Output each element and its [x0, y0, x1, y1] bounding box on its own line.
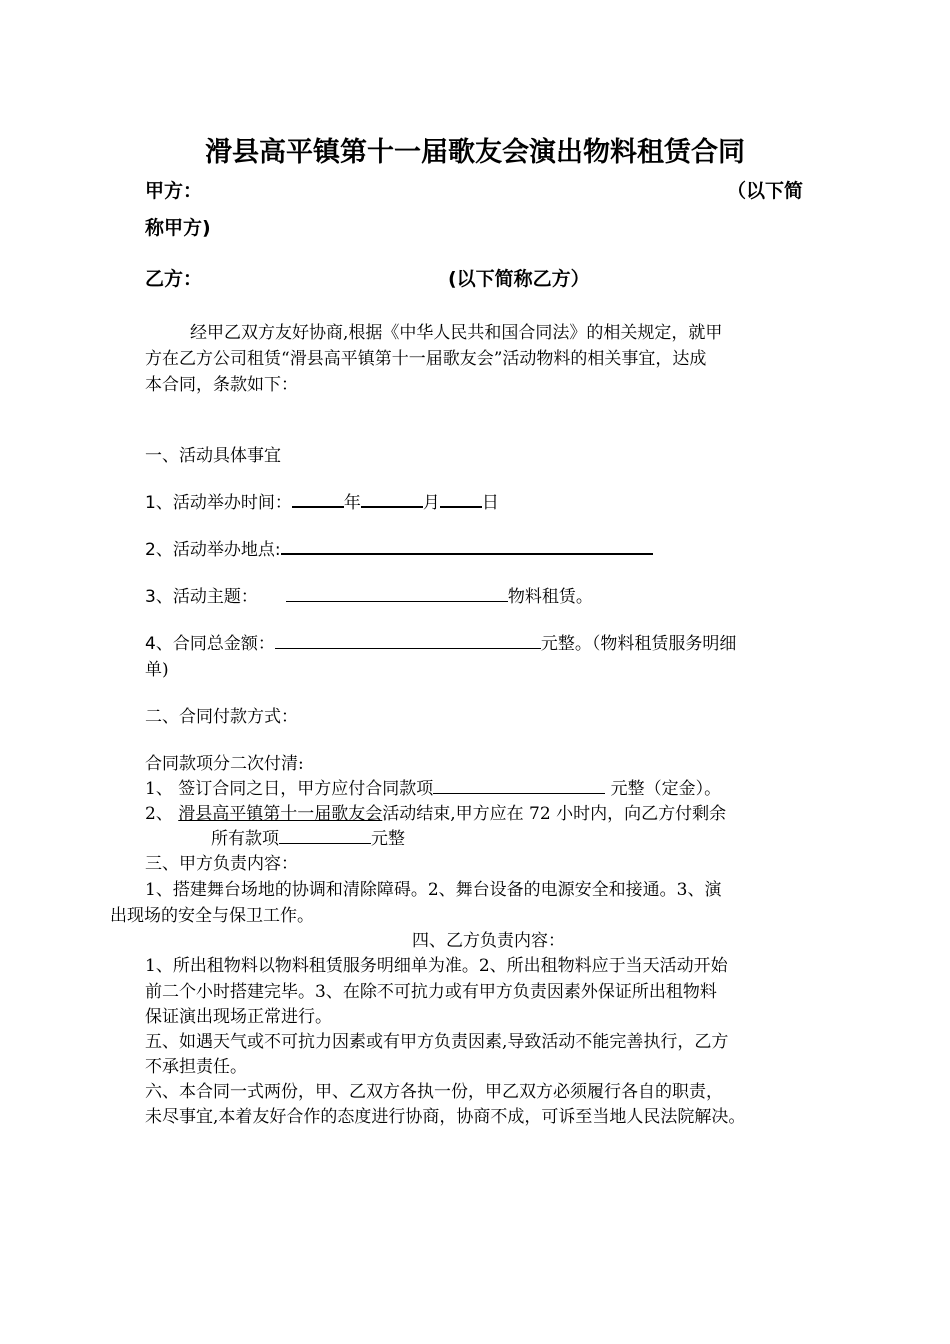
payment-intro: 合同款项分二次付清: — [145, 754, 304, 774]
event-time-label: 1、活动举办时间： — [145, 493, 292, 513]
contract-amount-row — [145, 631, 736, 657]
event-time-row — [145, 490, 499, 516]
event-theme-label: 3、活动主题： — [145, 587, 258, 607]
year-blank[interactable] — [292, 490, 344, 508]
payment-item-1-suffix: 元整（定金）。 — [605, 779, 722, 799]
day-blank[interactable] — [440, 490, 482, 508]
year-label: 年 — [343, 493, 361, 513]
payment-item-2 — [145, 801, 726, 827]
party-a-suffix: （以下简 — [727, 180, 804, 202]
month-label: 月 — [422, 493, 440, 513]
section4-heading: 四、乙方负责内容： — [412, 931, 565, 951]
payment-item-1 — [145, 776, 721, 802]
party-a-label: 甲方： — [145, 180, 203, 202]
party-a-suffix-continued: 称甲方) — [145, 217, 211, 239]
section1-heading: 一、活动具体事宜 — [145, 446, 281, 466]
intro-line-2: 方在乙方公司租赁“滑县高平镇第十一届歌友会”活动物料的相关事宜，达成 — [145, 349, 707, 369]
section6-line-2: 未尽事宜,本着友好合作的态度进行协商，协商不成，可诉至当地人民法院解决。 — [145, 1107, 746, 1127]
party-b-label: 乙方： — [145, 268, 203, 290]
event-place-row — [145, 537, 653, 563]
payment-item-2-text: 活动结束,甲方应在 72 小时内，向乙方付剩余 — [382, 804, 727, 824]
intro-line-3: 本合同，条款如下： — [145, 375, 298, 395]
remaining-label: 所有款项 — [211, 829, 279, 849]
payment-item-2-prefix: 2、 — [145, 804, 179, 824]
remaining-blank[interactable] — [279, 827, 371, 844]
event-place-label: 2、活动举办地点: — [145, 540, 281, 560]
amount-suffix-continued: 单) — [145, 660, 169, 680]
payment-item-2-continued — [211, 826, 405, 852]
event-name-underlined: 滑县高平镇第十一届歌友会 — [178, 804, 383, 824]
payment-item-1-label: 1、 签订合同之日，甲方应付合同款项 — [145, 779, 434, 799]
party-b-suffix: (以下简称乙方） — [448, 268, 590, 290]
deposit-blank[interactable] — [433, 777, 605, 794]
section3-heading: 三、甲方负责内容： — [145, 854, 298, 874]
amount-suffix: 元整。（物料租赁服务明细 — [540, 634, 737, 654]
day-label: 日 — [481, 493, 499, 513]
remaining-suffix: 元整 — [371, 829, 405, 849]
section4-line-2: 前二个小时搭建完毕。3、在除不可抗力或有甲方负责因素外保证所出租物料 — [145, 982, 717, 1002]
document-title: 滑县高平镇第十一届歌友会演出物料租赁合同 — [205, 137, 745, 168]
place-blank[interactable] — [281, 537, 653, 555]
amount-blank[interactable] — [275, 632, 541, 649]
section3-line-1: 1、搭建舞台场地的协调和清除障碍。2、舞台设备的电源安全和接通。3、演 — [145, 880, 722, 900]
section3-line-2: 出现场的安全与保卫工作。 — [110, 906, 314, 926]
contract-amount-label: 4、合同总金额： — [145, 634, 275, 654]
theme-suffix: 物料租赁。 — [507, 587, 593, 607]
intro-line-1: 经甲乙双方友好协商,根据《中华人民共和国合同法》的相关规定，就甲 — [190, 323, 723, 343]
theme-blank[interactable] — [286, 585, 508, 602]
section5-line-2: 不承担责任。 — [145, 1057, 247, 1077]
section4-line-1: 1、所出租物料以物料租赁服务明细单为准。2、所出租物料应于当天活动开始 — [145, 956, 728, 976]
month-blank[interactable] — [361, 490, 423, 508]
event-theme-row — [145, 584, 593, 610]
section6-line-1: 六、本合同一式两份，甲、乙双方各执一份，甲乙双方必须履行各自的职责， — [145, 1082, 723, 1102]
section5-line-1: 五、如遇天气或不可抗力因素或有甲方负责因素,导致活动不能完善执行，乙方 — [145, 1032, 729, 1052]
section4-line-3: 保证演出现场正常进行。 — [145, 1007, 332, 1027]
section2-heading: 二、合同付款方式： — [145, 707, 298, 727]
